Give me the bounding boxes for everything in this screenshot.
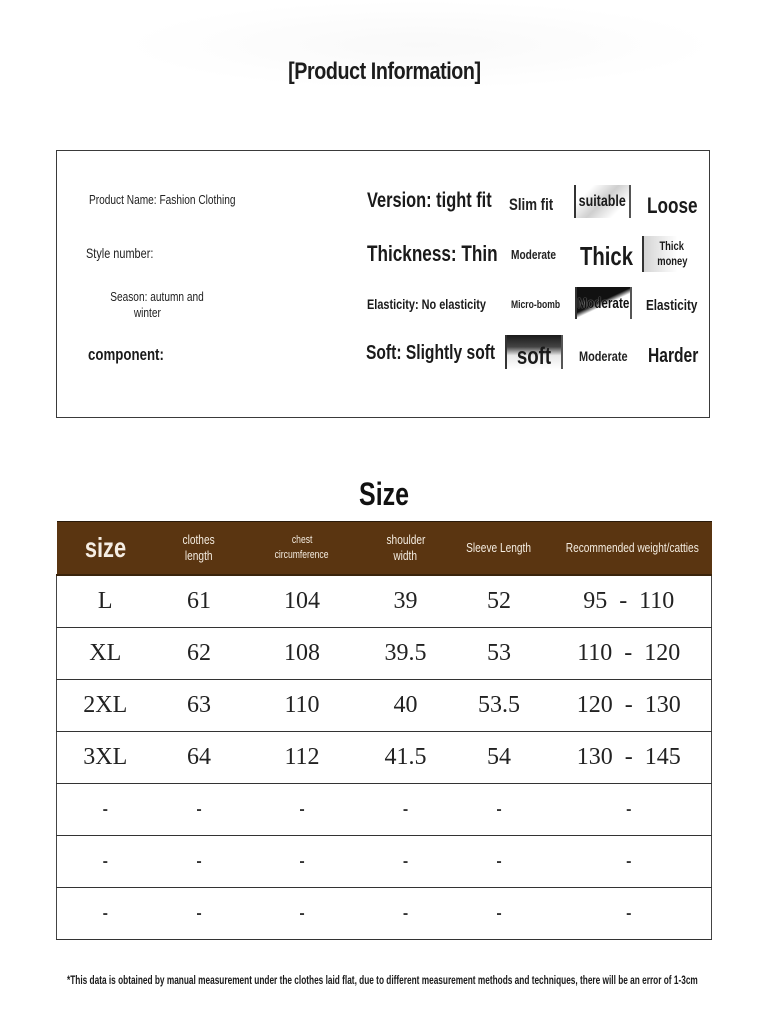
size-table-header-row — [57, 522, 712, 576]
cell-sleeve: 53.5 — [452, 680, 547, 732]
cell-weight: 95 - 110 — [547, 575, 712, 628]
cell-clothes-length: 61 — [154, 575, 245, 628]
table-row — [57, 732, 712, 784]
cell-clothes-length: - — [154, 784, 245, 836]
cell-sleeve: - — [452, 836, 547, 888]
elasticity-option-micro-bomb: Micro-bomb — [511, 299, 561, 311]
thickness-option-thick: Thick — [580, 241, 633, 271]
cell-clothes-length: 62 — [154, 628, 245, 680]
table-row-empty — [57, 836, 712, 888]
style-number-field: Style number: — [86, 245, 154, 261]
cell-weight: 110 - 120 — [547, 628, 712, 680]
cell-size: 2XL — [57, 680, 154, 732]
measurement-footnote: *This data is obtained by manual measurement under the clothes laid flat, due to different measurement methods and techniques, there will be an error of 1-3cm — [67, 975, 698, 987]
cell-clothes-length: - — [154, 888, 245, 940]
cell-size: 3XL — [57, 732, 154, 784]
version-option-slim-fit: Slim fit — [509, 195, 554, 214]
column-header-shoulder-width: shoulder width — [360, 522, 452, 576]
cell-size: - — [57, 784, 154, 836]
cell-sleeve: - — [452, 888, 547, 940]
cell-shoulder: 39.5 — [360, 628, 452, 680]
cell-shoulder: - — [360, 888, 452, 940]
softness-option-moderate: Moderate — [579, 348, 628, 364]
cell-weight: - — [547, 836, 712, 888]
cell-sleeve: 54 — [452, 732, 547, 784]
cell-weight: 120 - 130 — [547, 680, 712, 732]
cell-sleeve: 52 — [452, 575, 547, 628]
cell-clothes-length: - — [154, 836, 245, 888]
version-option-suitable-selected: suitable — [574, 185, 631, 218]
table-row-empty — [57, 888, 712, 940]
cell-chest: - — [245, 888, 360, 940]
thickness-label: Thickness: Thin — [367, 241, 498, 266]
cell-size: - — [57, 836, 154, 888]
product-name-field: Product Name: Fashion Clothing — [89, 192, 236, 207]
thickness-option-moderate: Moderate — [511, 247, 557, 262]
cell-size: - — [57, 888, 154, 940]
cell-chest: 104 — [245, 575, 360, 628]
cell-weight: 130 - 145 — [547, 732, 712, 784]
product-info-panel — [56, 150, 710, 418]
softness-option-harder: Harder — [648, 345, 699, 367]
cell-clothes-length: 64 — [154, 732, 245, 784]
elasticity-label: Elasticity: No elasticity — [367, 296, 486, 312]
version-option-loose: Loose — [647, 193, 698, 218]
cell-weight: - — [547, 784, 712, 836]
cell-shoulder: 41.5 — [360, 732, 452, 784]
version-label: Version: tight fit — [367, 189, 492, 212]
table-row — [57, 575, 712, 628]
cell-shoulder: - — [360, 836, 452, 888]
table-row-empty — [57, 784, 712, 836]
cell-sleeve: 53 — [452, 628, 547, 680]
elasticity-option-elasticity: Elasticity — [646, 297, 698, 314]
component-field: component: — [88, 345, 164, 364]
column-header-chest-circumference: chest circumference — [245, 522, 360, 576]
cell-clothes-length: 63 — [154, 680, 245, 732]
cell-chest: 112 — [245, 732, 360, 784]
softness-label: Soft: Slightly soft — [366, 342, 496, 364]
column-header-recommended-weight: Recommended weight/catties — [547, 522, 712, 576]
page-title: [Product Information] — [287, 58, 481, 85]
cell-chest: 110 — [245, 680, 360, 732]
cell-sleeve: - — [452, 784, 547, 836]
cell-size: L — [57, 575, 154, 628]
size-chart-table — [56, 521, 712, 940]
season-field: Season: autumn and winter — [110, 289, 204, 320]
cell-weight: - — [547, 888, 712, 940]
table-row — [57, 680, 712, 732]
cell-chest: 108 — [245, 628, 360, 680]
softness-option-soft-selected: soft — [505, 335, 563, 369]
cell-shoulder: - — [360, 784, 452, 836]
elasticity-option-moderate-selected: Moderate — [575, 287, 632, 319]
size-section-title: Size — [359, 476, 409, 512]
cell-shoulder: 39 — [360, 575, 452, 628]
cell-size: XL — [57, 628, 154, 680]
column-header-sleeve-length: Sleeve Length — [452, 522, 547, 576]
cell-chest: - — [245, 836, 360, 888]
cell-shoulder: 40 — [360, 680, 452, 732]
cell-chest: - — [245, 784, 360, 836]
thickness-option-thick-money-selected: Thick money — [642, 236, 700, 272]
table-row — [57, 628, 712, 680]
column-header-size: size — [57, 522, 154, 576]
column-header-clothes-length: clothes length — [154, 522, 245, 576]
